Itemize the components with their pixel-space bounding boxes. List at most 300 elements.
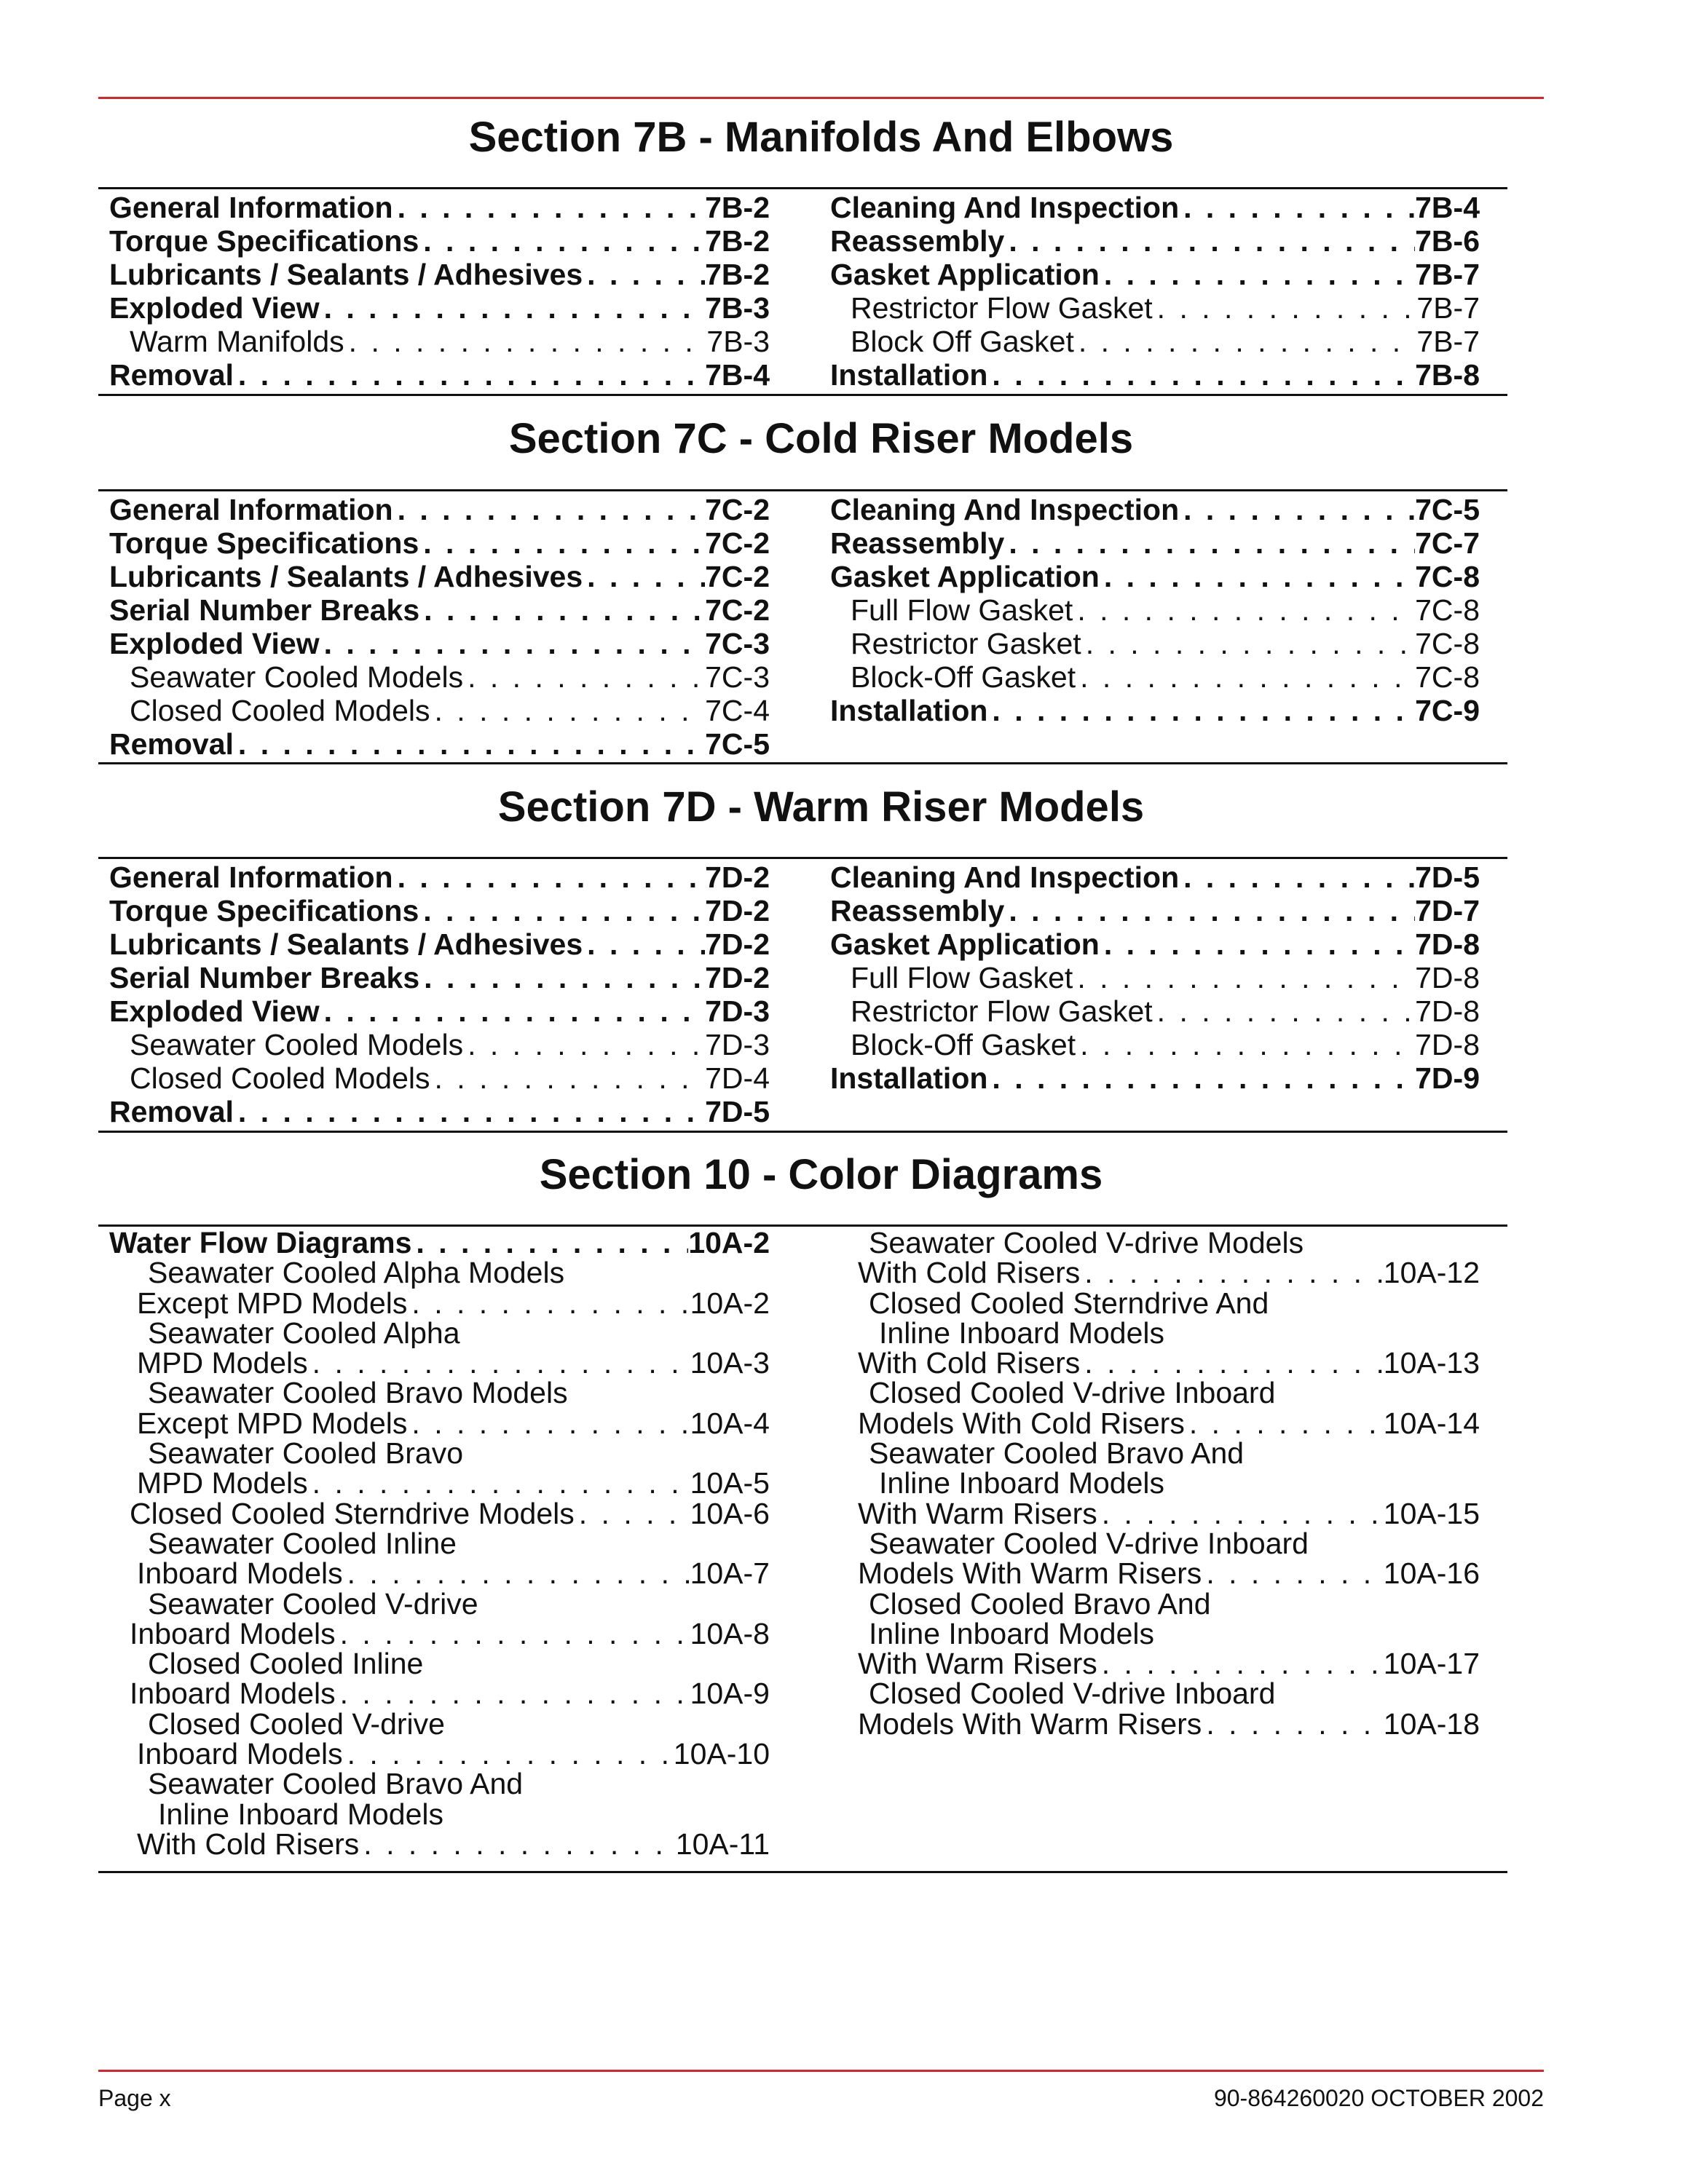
toc-entry bbox=[109, 493, 770, 526]
toc-dot-leader bbox=[1153, 291, 1417, 325]
toc-dot-leader bbox=[583, 927, 705, 961]
toc-entry-title: Seawater Cooled Bravo Models bbox=[148, 1378, 568, 1409]
toc-dot-leader bbox=[343, 1559, 690, 1588]
toc-entry-page: 7D-7 bbox=[1415, 894, 1480, 927]
toc-entry-title: Seawater Cooled Inline bbox=[148, 1528, 457, 1559]
toc-entry bbox=[109, 1499, 770, 1529]
toc-entry-page: 7C-8 bbox=[1415, 660, 1480, 694]
toc-entry bbox=[109, 1800, 770, 1829]
toc-entry bbox=[109, 1258, 770, 1288]
toc-entry bbox=[109, 1318, 770, 1348]
toc-entry-title: Restrictor Flow Gasket bbox=[851, 291, 1153, 325]
toc-entry bbox=[109, 291, 770, 325]
toc-dot-leader bbox=[987, 1061, 1415, 1095]
toc-dot-leader bbox=[1185, 1409, 1384, 1439]
toc-entry-page: 7C-3 bbox=[705, 627, 770, 660]
toc-dot-leader bbox=[1074, 325, 1417, 358]
toc-entry bbox=[109, 1769, 770, 1799]
toc-entry-title: Seawater Cooled Bravo bbox=[148, 1439, 464, 1469]
toc-entry bbox=[109, 1468, 770, 1498]
toc-entry-title: Removal bbox=[109, 358, 234, 392]
toc-entry-title: Torque Specifications bbox=[109, 224, 419, 258]
toc-entry bbox=[109, 1709, 770, 1739]
toc-entry bbox=[830, 1529, 1480, 1559]
toc-dot-leader bbox=[1004, 526, 1415, 560]
toc-entry bbox=[109, 1619, 770, 1649]
toc-dot-leader bbox=[336, 1679, 690, 1709]
toc-entry-page: 7C-5 bbox=[705, 727, 770, 761]
section-top-rule bbox=[98, 489, 1507, 491]
toc-entry-title: Models With Warm Risers bbox=[858, 1709, 1202, 1740]
toc-entry bbox=[109, 961, 770, 994]
toc-entry-title: Exploded View bbox=[109, 994, 320, 1028]
toc-entry-page: 10A-13 bbox=[1383, 1348, 1480, 1379]
toc-entry bbox=[830, 1061, 1480, 1095]
section-bottom-rule bbox=[98, 394, 1507, 396]
toc-entry-page: 7D-2 bbox=[705, 860, 770, 894]
toc-entry-page: 10A-8 bbox=[690, 1618, 770, 1650]
toc-entry-title: Seawater Cooled Models bbox=[130, 1028, 464, 1061]
toc-entry-page: 7B-2 bbox=[705, 191, 770, 224]
toc-entry-title: Lubricants / Sealants / Adhesives bbox=[109, 560, 583, 593]
toc-dot-leader bbox=[320, 994, 706, 1028]
toc-entry bbox=[109, 560, 770, 593]
toc-entry bbox=[109, 593, 770, 627]
toc-entry bbox=[830, 1409, 1480, 1439]
toc-entry-title: Inboard Models bbox=[137, 1559, 343, 1589]
toc-entry bbox=[830, 894, 1480, 927]
toc-entry bbox=[109, 627, 770, 660]
toc-entry-page: 7D-2 bbox=[705, 927, 770, 961]
toc-entry bbox=[830, 1348, 1480, 1378]
toc-entry bbox=[109, 660, 770, 694]
toc-entry-page: 10A-18 bbox=[1383, 1709, 1480, 1740]
toc-entry-title: Closed Cooled Bravo And bbox=[869, 1588, 1211, 1619]
toc-entry-title: Exploded View bbox=[109, 627, 320, 660]
section-bottom-rule bbox=[98, 762, 1507, 764]
toc-entry bbox=[830, 927, 1480, 961]
toc-entry-page: 10A-14 bbox=[1383, 1408, 1480, 1439]
toc-entry-title: Models With Cold Risers bbox=[858, 1408, 1185, 1439]
toc-entry-page: 7D-5 bbox=[705, 1095, 770, 1128]
section-title: Section 7D - Warm Riser Models bbox=[497, 783, 1145, 831]
toc-entry bbox=[109, 727, 770, 761]
toc-entry-title: With Warm Risers bbox=[858, 1498, 1097, 1529]
toc-entry-title: Lubricants / Sealants / Adhesives bbox=[109, 927, 583, 961]
toc-entry-title: Seawater Cooled Bravo And bbox=[869, 1439, 1245, 1469]
toc-entry-title: Block Off Gasket bbox=[851, 325, 1074, 358]
toc-entry-page: 10A-12 bbox=[1383, 1258, 1480, 1289]
toc-entry-page: 10A-5 bbox=[690, 1468, 770, 1499]
toc-dot-leader bbox=[430, 1061, 706, 1095]
toc-dot-leader bbox=[1179, 860, 1415, 894]
toc-entry-page: 7D-2 bbox=[705, 894, 770, 927]
toc-dot-leader bbox=[393, 191, 706, 224]
toc-entry bbox=[109, 358, 770, 392]
toc-dot-leader bbox=[1076, 660, 1415, 694]
toc-dot-leader bbox=[336, 1619, 690, 1649]
toc-entry bbox=[109, 1439, 770, 1468]
toc-entry-page: 10A-4 bbox=[690, 1408, 770, 1439]
toc-entry bbox=[109, 1559, 770, 1588]
toc-entry-page: 7C-5 bbox=[1415, 493, 1480, 526]
toc-column-left bbox=[109, 493, 770, 761]
toc-entry-title: Seawater Cooled V-drive bbox=[148, 1588, 478, 1619]
toc-dot-leader bbox=[1097, 1499, 1384, 1529]
toc-entry-page: 7D-9 bbox=[1415, 1061, 1480, 1095]
toc-dot-leader bbox=[234, 1095, 705, 1128]
toc-entry-page: 7C-7 bbox=[1415, 526, 1480, 560]
toc-dot-leader bbox=[1097, 1649, 1384, 1679]
toc-entry bbox=[830, 1589, 1480, 1619]
toc-entry-title: Gasket Application bbox=[830, 258, 1100, 291]
toc-entry-title: Reassembly bbox=[830, 894, 1005, 927]
toc-entry-page: 7D-3 bbox=[705, 994, 770, 1028]
toc-entry bbox=[830, 224, 1480, 258]
toc-entry bbox=[830, 1439, 1480, 1468]
toc-dot-leader bbox=[393, 493, 706, 526]
toc-entry-page: 7C-8 bbox=[1415, 560, 1480, 593]
toc-entry-title: Seawater Cooled Bravo And bbox=[148, 1769, 524, 1800]
toc-entry-title: Seawater Cooled Alpha bbox=[148, 1318, 460, 1349]
toc-dot-leader bbox=[393, 860, 706, 894]
toc-entry-title: Seawater Cooled Alpha Models bbox=[148, 1258, 565, 1289]
toc-entry bbox=[830, 1559, 1480, 1588]
toc-entry bbox=[830, 258, 1480, 291]
toc-entry-title: Inline Inboard Models bbox=[879, 1318, 1165, 1349]
footer-doc-id: 90-864260020 OCTOBER 2002 bbox=[1213, 2085, 1544, 2111]
toc-entry bbox=[830, 994, 1480, 1028]
toc-dot-leader bbox=[1179, 191, 1415, 224]
toc-entry-title: Cleaning And Inspection bbox=[830, 860, 1180, 894]
toc-entry bbox=[109, 1095, 770, 1128]
toc-entry bbox=[830, 493, 1480, 526]
toc-entry-title: Inline Inboard Models bbox=[158, 1799, 444, 1829]
toc-column-left bbox=[109, 191, 770, 392]
toc-entry bbox=[830, 961, 1480, 994]
toc-dot-leader bbox=[987, 694, 1415, 727]
toc-entry-title: Installation bbox=[830, 694, 988, 727]
toc-column-right bbox=[830, 493, 1480, 727]
toc-dot-leader bbox=[407, 1289, 690, 1318]
toc-entry-page: 7B-4 bbox=[1415, 191, 1480, 224]
toc-column-right bbox=[830, 860, 1480, 1095]
toc-entry-title: Closed Cooled Models bbox=[130, 1061, 430, 1095]
toc-entry-title: Inboard Models bbox=[130, 1618, 336, 1650]
toc-entry-title: Closed Cooled Inline bbox=[148, 1649, 424, 1679]
toc-dot-leader bbox=[583, 258, 705, 291]
toc-entry-title: Seawater Cooled V-drive Models bbox=[869, 1228, 1304, 1259]
toc-entry bbox=[109, 1228, 770, 1258]
toc-dot-leader bbox=[234, 727, 705, 761]
header-red-rule bbox=[98, 97, 1544, 99]
toc-entry bbox=[109, 1348, 770, 1378]
toc-entry-page: 10A-11 bbox=[675, 1829, 770, 1860]
toc-dot-leader bbox=[1100, 258, 1415, 291]
toc-entry-page: 10A-6 bbox=[690, 1498, 770, 1529]
toc-entry bbox=[830, 1318, 1480, 1348]
toc-entry bbox=[830, 1028, 1480, 1061]
toc-entry-page: 7D-2 bbox=[705, 961, 770, 994]
toc-entry bbox=[109, 927, 770, 961]
toc-entry-title: Gasket Application bbox=[830, 927, 1100, 961]
toc-entry bbox=[109, 258, 770, 291]
toc-entry bbox=[109, 1289, 770, 1318]
toc-entry-page: 10A-7 bbox=[690, 1559, 770, 1589]
toc-dot-leader bbox=[419, 894, 705, 927]
toc-entry bbox=[109, 191, 770, 224]
toc-entry-title: Inline Inboard Models bbox=[879, 1468, 1165, 1499]
toc-entry-page: 7D-8 bbox=[1415, 961, 1480, 994]
toc-entry bbox=[109, 1649, 770, 1679]
toc-entry bbox=[830, 1499, 1480, 1529]
toc-entry-page: 7B-3 bbox=[705, 291, 770, 325]
footer-page-label: Page x bbox=[98, 2085, 171, 2111]
toc-entry-title: Closed Cooled V-drive bbox=[148, 1709, 445, 1740]
toc-dot-leader bbox=[308, 1348, 690, 1378]
toc-entry-page: 10A-10 bbox=[673, 1739, 770, 1770]
toc-entry-title: Cleaning And Inspection bbox=[830, 191, 1180, 224]
toc-entry-page: 7D-8 bbox=[1415, 1028, 1480, 1061]
toc-entry bbox=[830, 1709, 1480, 1739]
toc-entry-page: 7C-2 bbox=[705, 526, 770, 560]
toc-entry-title: Removal bbox=[109, 1095, 234, 1128]
toc-dot-leader bbox=[1081, 627, 1415, 660]
toc-entry-page: 7C-3 bbox=[705, 660, 770, 694]
toc-dot-leader bbox=[320, 291, 706, 325]
toc-entry-title: Inboard Models bbox=[137, 1739, 343, 1770]
toc-entry bbox=[830, 291, 1480, 325]
toc-dot-leader bbox=[1100, 927, 1415, 961]
toc-dot-leader bbox=[344, 325, 707, 358]
toc-entry bbox=[830, 1378, 1480, 1408]
toc-entry bbox=[830, 593, 1480, 627]
toc-entry-title: Closed Cooled Models bbox=[130, 694, 430, 727]
toc-entry-page: 7B-7 bbox=[1416, 325, 1480, 358]
toc-dot-leader bbox=[583, 560, 705, 593]
toc-entry-title: Inboard Models bbox=[130, 1679, 336, 1709]
toc-dot-leader bbox=[430, 694, 706, 727]
toc-entry-page: 7D-5 bbox=[1415, 860, 1480, 894]
toc-dot-leader bbox=[419, 526, 705, 560]
toc-entry-page: 7C-2 bbox=[705, 493, 770, 526]
toc-entry-page: 7C-9 bbox=[1415, 694, 1480, 727]
toc-dot-leader bbox=[308, 1468, 690, 1498]
toc-entry-title: Water Flow Diagrams bbox=[109, 1228, 412, 1259]
toc-entry-title: Seawater Cooled V-drive Inboard bbox=[869, 1528, 1309, 1559]
toc-entry bbox=[109, 1061, 770, 1095]
toc-dot-leader bbox=[1179, 493, 1415, 526]
toc-entry-page: 7B-6 bbox=[1415, 224, 1480, 258]
toc-dot-leader bbox=[1004, 894, 1415, 927]
toc-entry-title: General Information bbox=[109, 860, 393, 894]
toc-entry-title: Torque Specifications bbox=[109, 526, 419, 560]
toc-entry-title: With Cold Risers bbox=[137, 1829, 360, 1860]
toc-entry-page: 7B-2 bbox=[705, 224, 770, 258]
toc-entry-title: Closed Cooled Sterndrive And bbox=[869, 1288, 1269, 1318]
toc-entry bbox=[830, 1228, 1480, 1258]
toc-entry-title: Removal bbox=[109, 727, 234, 761]
toc-entry-page: 10A-2 bbox=[688, 1228, 770, 1259]
toc-entry-title: Block-Off Gasket bbox=[851, 660, 1076, 694]
toc-dot-leader bbox=[411, 1228, 688, 1258]
toc-entry bbox=[109, 1739, 770, 1769]
toc-entry bbox=[109, 694, 770, 727]
toc-entry bbox=[109, 1829, 770, 1859]
toc-entry-title: Full Flow Gasket bbox=[851, 961, 1073, 994]
toc-dot-leader bbox=[575, 1499, 690, 1529]
section-top-rule bbox=[98, 857, 1507, 859]
toc-entry bbox=[830, 1649, 1480, 1679]
toc-entry-title: Serial Number Breaks bbox=[109, 961, 420, 994]
toc-entry bbox=[109, 1679, 770, 1709]
toc-entry-title: MPD Models bbox=[137, 1348, 308, 1379]
toc-entry bbox=[830, 560, 1480, 593]
toc-entry bbox=[109, 894, 770, 927]
toc-dot-leader bbox=[419, 224, 705, 258]
toc-entry-title: Restrictor Gasket bbox=[851, 627, 1081, 660]
toc-entry-title: Full Flow Gasket bbox=[851, 593, 1073, 627]
toc-column-left bbox=[109, 1228, 770, 1859]
toc-entry bbox=[109, 1409, 770, 1439]
toc-dot-leader bbox=[1202, 1559, 1383, 1588]
toc-entry bbox=[830, 627, 1480, 660]
toc-entry-title: Except MPD Models bbox=[137, 1288, 408, 1318]
toc-entry-page: 7B-8 bbox=[1415, 358, 1480, 392]
toc-entry bbox=[109, 994, 770, 1028]
toc-entry bbox=[830, 1289, 1480, 1318]
toc-entry-title: Block-Off Gasket bbox=[851, 1028, 1076, 1061]
toc-entry bbox=[109, 526, 770, 560]
toc-entry-page: 10A-17 bbox=[1383, 1649, 1480, 1679]
toc-dot-leader bbox=[463, 660, 705, 694]
toc-entry-title: Inline Inboard Models bbox=[869, 1618, 1155, 1650]
toc-entry-title: With Cold Risers bbox=[858, 1258, 1081, 1289]
toc-dot-leader bbox=[234, 358, 705, 392]
toc-entry-title: Torque Specifications bbox=[109, 894, 419, 927]
toc-entry bbox=[109, 1028, 770, 1061]
toc-entry-page: 7C-2 bbox=[705, 593, 770, 627]
toc-dot-leader bbox=[1080, 1348, 1384, 1378]
toc-entry-page: 7D-8 bbox=[1415, 994, 1480, 1028]
toc-entry-title: General Information bbox=[109, 191, 393, 224]
toc-entry-title: Installation bbox=[830, 358, 988, 392]
toc-entry-title: Reassembly bbox=[830, 224, 1005, 258]
toc-entry bbox=[830, 860, 1480, 894]
toc-dot-leader bbox=[1100, 560, 1415, 593]
toc-entry-page: 7D-8 bbox=[1415, 927, 1480, 961]
toc-column-left bbox=[109, 860, 770, 1128]
toc-entry bbox=[109, 325, 770, 358]
section-top-rule bbox=[98, 1224, 1507, 1227]
toc-entry-title: Except MPD Models bbox=[137, 1408, 408, 1439]
toc-entry-page: 7B-4 bbox=[705, 358, 770, 392]
toc-entry-title: Closed Cooled V-drive Inboard bbox=[869, 1679, 1276, 1709]
toc-dot-leader bbox=[1153, 994, 1415, 1028]
toc-dot-leader bbox=[419, 593, 705, 627]
toc-entry-title: Cleaning And Inspection bbox=[830, 493, 1180, 526]
footer-red-rule bbox=[98, 2070, 1544, 2072]
toc-entry bbox=[109, 224, 770, 258]
toc-entry-title: Installation bbox=[830, 1061, 988, 1095]
toc-entry-title: Lubricants / Sealants / Adhesives bbox=[109, 258, 583, 291]
toc-entry-title: Closed Cooled V-drive Inboard bbox=[869, 1378, 1276, 1409]
toc-entry-page: 10A-3 bbox=[690, 1348, 770, 1379]
toc-entry bbox=[830, 526, 1480, 560]
toc-dot-leader bbox=[343, 1739, 674, 1769]
toc-entry-page: 7D-3 bbox=[705, 1028, 770, 1061]
toc-entry bbox=[830, 694, 1480, 727]
toc-dot-leader bbox=[320, 627, 706, 660]
toc-dot-leader bbox=[1073, 961, 1415, 994]
toc-entry bbox=[830, 1619, 1480, 1649]
toc-entry-title: Models With Warm Risers bbox=[858, 1559, 1202, 1589]
toc-entry-title: Reassembly bbox=[830, 526, 1005, 560]
toc-dot-leader bbox=[1080, 1258, 1384, 1288]
toc-entry-title: Serial Number Breaks bbox=[109, 593, 420, 627]
toc-entry-page: 7B-7 bbox=[1415, 258, 1480, 291]
toc-entry-title: With Warm Risers bbox=[858, 1649, 1097, 1679]
toc-entry-title: Warm Manifolds bbox=[130, 325, 344, 358]
section-bottom-rule bbox=[98, 1871, 1507, 1873]
toc-dot-leader bbox=[1076, 1028, 1415, 1061]
toc-entry-title: Closed Cooled Sterndrive Models bbox=[130, 1498, 575, 1529]
toc-entry bbox=[109, 1589, 770, 1619]
toc-entry-title: Gasket Application bbox=[830, 560, 1100, 593]
toc-entry-title: General Information bbox=[109, 493, 393, 526]
section-title: Section 10 - Color Diagrams bbox=[539, 1151, 1103, 1198]
toc-dot-leader bbox=[1073, 593, 1415, 627]
toc-entry-page: 10A-2 bbox=[690, 1288, 770, 1318]
toc-entry-page: 7B-7 bbox=[1416, 291, 1480, 325]
toc-dot-leader bbox=[463, 1028, 705, 1061]
toc-entry-page: 10A-15 bbox=[1383, 1498, 1480, 1529]
toc-entry-title: Restrictor Flow Gasket bbox=[851, 994, 1153, 1028]
toc-entry bbox=[109, 1378, 770, 1408]
section-top-rule bbox=[98, 187, 1507, 189]
toc-dot-leader bbox=[987, 358, 1415, 392]
toc-entry bbox=[830, 1679, 1480, 1709]
toc-entry bbox=[830, 660, 1480, 694]
section-bottom-rule bbox=[98, 1131, 1507, 1133]
toc-column-right bbox=[830, 1228, 1480, 1739]
toc-entry-page: 7D-4 bbox=[705, 1061, 770, 1095]
toc-entry-title: Seawater Cooled Models bbox=[130, 660, 464, 694]
toc-column-right bbox=[830, 191, 1480, 392]
toc-entry bbox=[830, 191, 1480, 224]
toc-entry-page: 7B-2 bbox=[705, 258, 770, 291]
toc-dot-leader bbox=[407, 1409, 690, 1439]
toc-entry-page: 7C-8 bbox=[1415, 627, 1480, 660]
section-title: Section 7B - Manifolds And Elbows bbox=[468, 114, 1174, 161]
toc-entry-title: Exploded View bbox=[109, 291, 320, 325]
toc-entry-page: 7B-3 bbox=[706, 325, 770, 358]
toc-entry-title: MPD Models bbox=[137, 1468, 308, 1499]
toc-entry-page: 7C-8 bbox=[1415, 593, 1480, 627]
toc-entry-title: With Cold Risers bbox=[858, 1348, 1081, 1379]
toc-entry bbox=[830, 325, 1480, 358]
section-title: Section 7C - Cold Riser Models bbox=[508, 415, 1134, 462]
toc-entry-page: 7C-4 bbox=[705, 694, 770, 727]
toc-entry bbox=[109, 1529, 770, 1559]
toc-dot-leader bbox=[359, 1829, 676, 1859]
toc-dot-leader bbox=[1004, 224, 1415, 258]
toc-entry-page: 10A-16 bbox=[1383, 1559, 1480, 1589]
toc-entry bbox=[830, 358, 1480, 392]
toc-entry bbox=[830, 1468, 1480, 1498]
toc-dot-leader bbox=[1202, 1709, 1383, 1739]
toc-dot-leader bbox=[419, 961, 705, 994]
